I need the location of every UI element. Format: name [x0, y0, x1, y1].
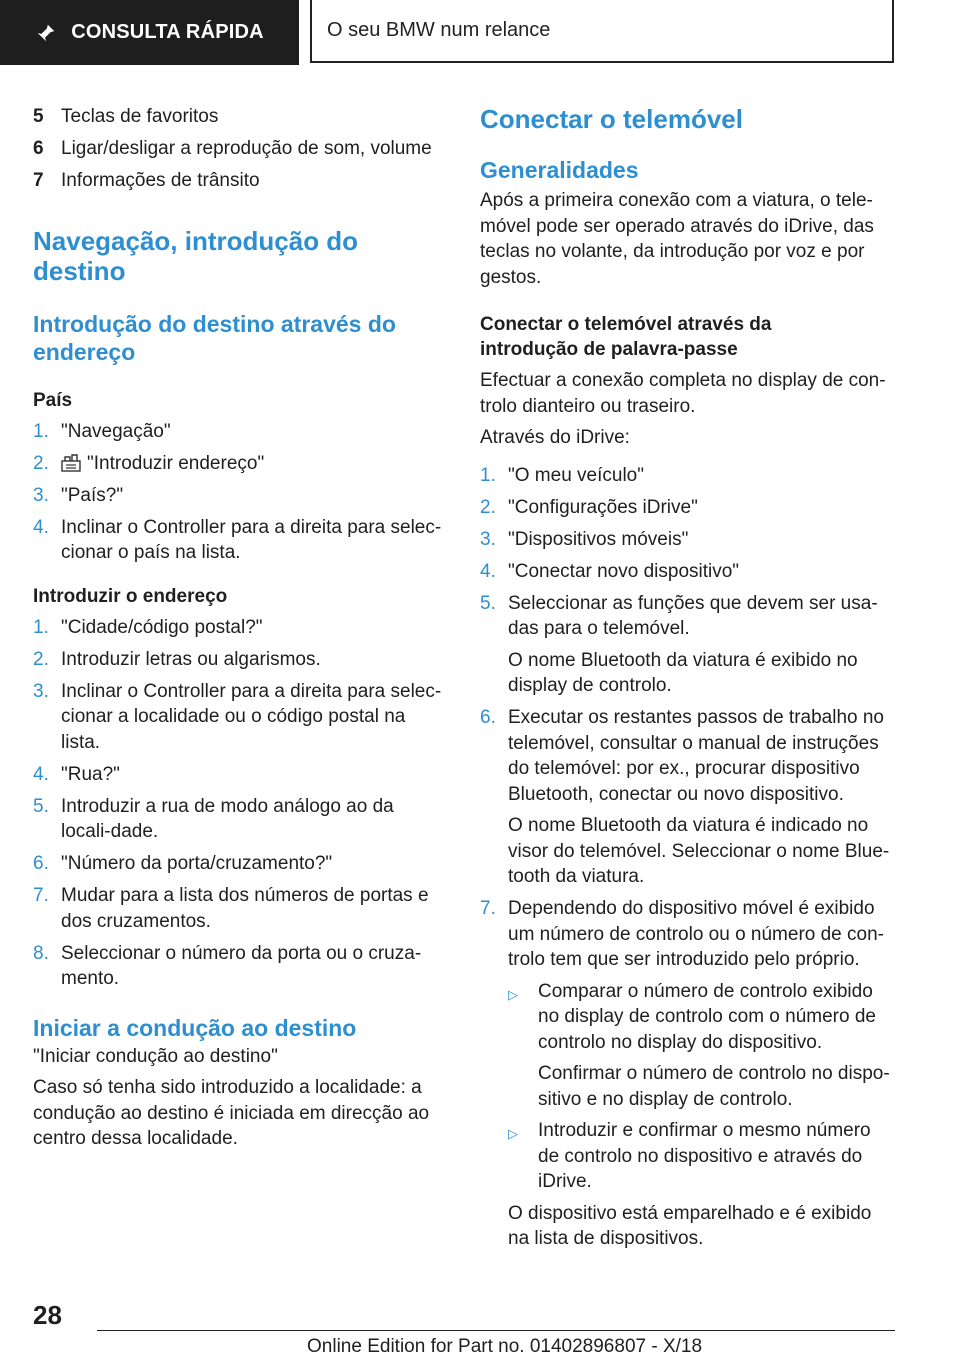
step-number: 7.	[33, 885, 49, 906]
step-number: 2.	[33, 648, 49, 670]
page-number: 28	[33, 1300, 62, 1330]
footer-divider	[97, 1330, 895, 1331]
list-item	[33, 419, 447, 445]
step-note: O nome Bluetooth da viatura é exibido no display de controlo.	[508, 649, 858, 696]
step-number: 6.	[33, 853, 49, 874]
address-steps	[33, 615, 447, 992]
triangle-bullet-icon: ▷	[508, 986, 518, 1002]
step-text: "Rua?"	[61, 763, 120, 785]
sub-step-list	[508, 979, 895, 1195]
label-address: Introduzir o endereço	[33, 585, 228, 607]
list-item	[33, 136, 447, 162]
list-item	[33, 941, 447, 992]
step-number: 8.	[33, 942, 49, 964]
list-item	[33, 851, 447, 877]
step-text: Dependendo do dispositivo móvel é exibido um número de controlo ou o número de con-trolo tem que ser introduzido pelo próprio.	[508, 898, 884, 970]
step-text: "País?"	[61, 484, 124, 506]
step-text: Mudar para a lista dos números de portas e dos cruzamentos.	[61, 885, 429, 932]
step-text: "Número da porta/cruzamento?"	[61, 853, 333, 874]
step-text: "Conectar novo dispositivo"	[508, 560, 740, 582]
quick-reference-icon	[35, 22, 57, 44]
sub-step-note: Confirmar o número de controlo no dispo-sitivo e no display de controlo.	[538, 1063, 890, 1110]
triangle-bullet-icon: ▷	[508, 1126, 518, 1141]
footer-edition: Online Edition for Part no. 01402896807 - X/18	[307, 1336, 703, 1357]
step-text: Inclinar o Controller para a direita para selec-cionar o país na lista.	[61, 516, 442, 563]
step-number: 4.	[33, 516, 49, 538]
step-number: 5.	[480, 592, 496, 614]
start-guidance-quote: "Iniciar condução ao destino"	[33, 1045, 278, 1067]
list-item	[33, 483, 447, 509]
list-item	[33, 615, 447, 641]
step-text: "Dispositivos móveis"	[508, 528, 689, 550]
item-number: 6	[33, 138, 44, 159]
item-number: 7	[33, 170, 44, 191]
country-steps	[33, 419, 447, 566]
step-number: 7.	[480, 898, 496, 919]
list-item	[33, 762, 447, 788]
list-item	[480, 705, 895, 890]
passkey-text: Efectuar a conexão completa no display de con-trolo dianteiro ou traseiro.	[480, 370, 886, 417]
heading-navigation: Navegação, introdução do destino	[33, 225, 359, 286]
page-header	[0, 0, 960, 66]
list-item	[480, 591, 895, 699]
step-number: 3.	[33, 680, 49, 702]
step-text: Executar os restantes passos de trabalho no telemóvel, consultar o manual de instruções do telemóvel: por ex., procurar dispositivo Bluetooth, conectar ou novo dispositivo.	[508, 707, 885, 805]
step-number: 1.	[480, 464, 496, 486]
step-number: 2.	[33, 452, 49, 474]
heading-address-entry: Introdução do destino através do endereço	[33, 310, 396, 365]
sub-list-item	[508, 979, 895, 1113]
step-number: 4.	[480, 560, 496, 582]
list-item	[33, 883, 447, 934]
item-number: 5	[33, 106, 44, 127]
list-item	[33, 515, 447, 566]
pairing-result-text: O dispositivo está emparelhado e é exibido na lista de dispositivos.	[508, 1202, 872, 1249]
step-number: 2.	[480, 496, 496, 518]
left-column	[33, 104, 447, 1152]
section-tab-label: CONSULTA RÁPIDA	[71, 21, 264, 43]
list-item	[33, 679, 447, 756]
general-text: Após a primeira conexão com a viatura, o tele-móvel pode ser operado através do iDrive, das teclas no volante, da introdução por voz e por gestos.	[480, 190, 874, 288]
item-text: Ligar/desligar a reprodução de som, volume	[61, 138, 432, 159]
heading-connect-phone: Conectar o telemóvel	[480, 104, 743, 134]
chapter-title: O seu BMW num relance	[327, 19, 551, 41]
step-number: 3.	[33, 484, 49, 506]
step-number: 4.	[33, 763, 49, 785]
list-item	[480, 559, 895, 585]
step-text: "Cidade/código postal?"	[61, 616, 263, 638]
step-number: 5.	[33, 795, 49, 817]
list-item	[480, 896, 895, 1252]
step-text: "Introduzir endereço"	[87, 452, 265, 474]
label-passkey: Conectar o telemóvel através da introdução de palavra-passe	[480, 314, 772, 360]
list-item	[33, 168, 447, 194]
list-item	[33, 451, 447, 477]
top-item-list	[33, 104, 447, 194]
sub-list-item	[508, 1118, 895, 1195]
chapter-tab[interactable]	[310, 0, 894, 63]
list-item	[480, 463, 895, 489]
list-item	[480, 495, 895, 521]
list-item	[33, 794, 447, 845]
step-text: "Navegação"	[61, 420, 171, 442]
step-note: O nome Bluetooth da viatura é indicado no visor do telemóvel. Seleccionar o nome Blue-tooth da viatura.	[508, 815, 890, 887]
start-guidance-text: Caso só tenha sido introduzido a localidade: a condução ao destino é iniciada em direcção ao centro dessa localidade.	[33, 1077, 430, 1149]
right-column	[480, 104, 895, 1258]
step-number: 1.	[33, 616, 49, 638]
step-text: Inclinar o Controller para a direita para selec-cionar a localidade ou o código postal na lista.	[61, 680, 442, 753]
step-number: 1.	[33, 420, 49, 442]
sub-step-text: Comparar o número de controlo exibido no display de controlo com o número de controlo no display do dispositivo.	[538, 980, 876, 1053]
list-item	[33, 104, 447, 130]
list-item	[33, 647, 447, 673]
list-item	[480, 527, 895, 553]
step-text: Introduzir a rua de modo análogo ao da locali-dade.	[61, 795, 394, 842]
pairing-steps	[480, 463, 895, 1252]
item-text: Teclas de favoritos	[61, 106, 219, 127]
heading-start-guidance: Iniciar a condução ao destino	[33, 1014, 357, 1041]
step-text: "Configurações iDrive"	[508, 496, 698, 518]
step-number: 6.	[480, 707, 496, 728]
label-country: País	[33, 389, 73, 411]
sub-step-text: Introduzir e confirmar o mesmo número de controlo no dispositivo e através do iDrive.	[538, 1120, 871, 1192]
step-text: Introduzir letras ou algarismos.	[61, 648, 321, 670]
via-idrive-text: Através do iDrive:	[480, 427, 630, 448]
section-tab[interactable]	[0, 0, 299, 65]
step-text: Seleccionar o número da porta ou o cruza-mento.	[61, 942, 422, 989]
step-text: Seleccionar as funções que devem ser usa-das para o telemóvel.	[508, 592, 878, 639]
address-entry-icon	[61, 454, 81, 472]
step-number: 3.	[480, 528, 496, 550]
step-text: "O meu veículo"	[508, 464, 644, 486]
heading-general: Generalidades	[480, 157, 639, 183]
item-text: Informações de trânsito	[61, 170, 260, 191]
